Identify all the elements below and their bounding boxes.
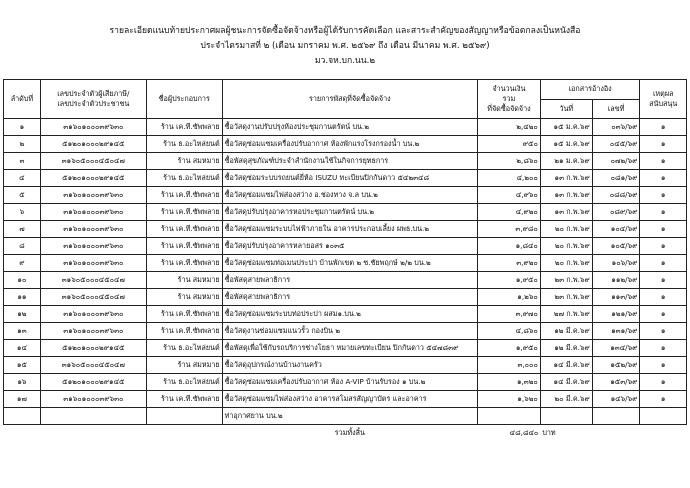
row-vendor: ร้าน เค.ที.ซัพพลาย <box>146 221 222 238</box>
extra-item-cell: ท่าอุกาศยาน บน.๒ <box>222 408 477 425</box>
row-item: ซื้อวัสดุอุปกรณ์งานบ้านงานครัว <box>222 357 477 374</box>
row-vendor: ร้าน เค.ที.ซัพพลาย <box>146 306 222 323</box>
row-reason: ๑ <box>640 323 687 340</box>
row-seq: ๑๒ <box>4 306 41 323</box>
row-date: ๒๓ ก.พ.๖๙ <box>540 289 592 306</box>
total-amount: ๔๘,๘๔๐ <box>509 427 539 437</box>
table-row <box>4 306 687 323</box>
row-number: ๑๓๔/๖๙ <box>592 340 640 357</box>
row-taxid: ๓๑๖๐๑๐๐๐๓๙๖๓๐ <box>40 238 146 255</box>
row-reason: ๑ <box>640 238 687 255</box>
row-reason: ๑ <box>640 357 687 374</box>
row-date: ๑๓ ก.พ.๖๙ <box>540 187 592 204</box>
document-title-line2: ประจำไตรมาสที่ ๒ (เดือน มกราคม พ.ศ. ๒๕๖๙ ถึง เดือน มีนาคม พ.ศ. ๒๕๖๙) <box>200 41 490 51</box>
row-amount: ๒,๘๖๐ <box>478 153 541 170</box>
row-date: ๑๕ ม.ค.๖๙ <box>540 136 592 153</box>
row-item: ซื้อวัสดุงานซ่อมแซมแนวรั้ว กองบิน ๒ <box>222 323 477 340</box>
row-item: ซื้อวัสดุซ่อมแซมเครื่องปรับอากาศ ห้องพักแรงโรงกรองน้ำ บน.๒ <box>222 136 477 153</box>
table-row <box>4 357 687 374</box>
row-vendor: ร้าน สมหมาย <box>146 357 222 374</box>
row-number: ๐๘๙/๖๙ <box>592 204 640 221</box>
row-reason: ๑ <box>640 221 687 238</box>
col-header-item: รายการพัสดุที่จัดซื้อจัดจ้าง <box>222 80 477 119</box>
row-taxid: ๓๑๖๐๑๐๐๐๓๙๖๓๐ <box>40 119 146 136</box>
row-date: ๑๒ มี.ค.๖๙ <box>540 340 592 357</box>
row-seq: ๑๕ <box>4 357 41 374</box>
row-date: ๑๒ มี.ค.๖๙ <box>540 323 592 340</box>
row-date: ๑๓ ก.พ.๖๙ <box>540 204 592 221</box>
row-vendor: ร้าน ธ.อะไหล่ยนต์ <box>146 340 222 357</box>
row-seq: ๑๖ <box>4 374 41 391</box>
table-row <box>4 408 687 425</box>
row-taxid: ๓๑๖๐๑๐๐๐๓๙๖๓๐ <box>40 391 146 408</box>
row-amount: ๑,๙๕๐ <box>478 272 541 289</box>
row-vendor: ร้าน สมหมาย <box>146 272 222 289</box>
row-date: ๒๑ ม.ค.๖๙ <box>540 153 592 170</box>
row-amount: ๓,๙๘๐ <box>478 221 541 238</box>
row-item: ซื้อวัสดุซ่อมแซมระบบไฟฟ้าภายใน อาคารประกอบเลี้ยง ผพธ.บน.๒ <box>222 221 477 238</box>
row-reason: ๑ <box>640 289 687 306</box>
table-row <box>4 136 687 153</box>
row-date: ๒๐ มี.ค.๖๙ <box>540 391 592 408</box>
row-date: ๒๐ ก.พ.๖๙ <box>540 238 592 255</box>
row-reason: ๑ <box>640 272 687 289</box>
row-seq: ๑๐ <box>4 272 41 289</box>
row-amount: ๑,๓๒๐ <box>478 374 541 391</box>
row-date: ๑๓ ก.พ.๖๙ <box>540 170 592 187</box>
row-number: ๑๐๔/๖๙ <box>592 221 640 238</box>
row-seq: ๑๗ <box>4 391 41 408</box>
row-taxid: ๓๑๖๐๑๐๐๐๓๙๖๓๐ <box>40 306 146 323</box>
row-reason: ๑ <box>640 204 687 221</box>
row-seq: ๗ <box>4 221 41 238</box>
row-vendor: ร้าน ธ.อะไหล่ยนต์ <box>146 170 222 187</box>
row-item: ซื้อวัสดุงานปรับปรุงห้องประชุมกานตรัตน์ บน.๒ <box>222 119 477 136</box>
row-vendor: ร้าน ธ.อะไหล่ยนต์ <box>146 374 222 391</box>
row-amount: ๑,๒๖๐ <box>478 289 541 306</box>
row-date: ๒๐ ก.พ.๖๙ <box>540 221 592 238</box>
table-row <box>4 119 687 136</box>
row-item: ซื้อพัสดุสายพลาธิการ <box>222 272 477 289</box>
row-number: ๑๐๕/๖๙ <box>592 238 640 255</box>
row-taxid: ๓๑๖๐๑๐๐๐๓๙๖๓๐ <box>40 323 146 340</box>
row-item: ซื้อวัสดุซ่อมระบบรถยนต์ยี่ห้อ ISUZU ทะเบียนปิกกันดาว ๕๔๒๓๔๘ <box>222 170 477 187</box>
row-seq: ๖ <box>4 204 41 221</box>
table-row <box>4 374 687 391</box>
table-row <box>4 221 687 238</box>
row-taxid: ๓๑๖๐๕๐๐๐๔๕๐๔๗ <box>40 153 146 170</box>
col-header-seq: ลำดับที่ <box>4 80 41 119</box>
row-taxid: ๓๑๖๐๑๐๐๐๓๙๖๓๐ <box>40 221 146 238</box>
row-amount: ๔,๘๖๐ <box>478 323 541 340</box>
row-vendor: ร้าน เค.ที.ซัพพลาย <box>146 204 222 221</box>
col-header-amount: จำนวนเงิน รวม ที่จัดซื้อจัดจ้าง <box>478 80 541 119</box>
row-date: ๒๐ ก.พ.๖๙ <box>540 255 592 272</box>
row-seq: ๕ <box>4 187 41 204</box>
row-item: ซื้อพัสดุสายพลาธิการ <box>222 289 477 306</box>
row-amount: ๔,๒๐๐ <box>478 170 541 187</box>
row-number: ๐๓๖/๖๙ <box>592 119 640 136</box>
row-seq: ๑ <box>4 119 41 136</box>
row-taxid: ๕๑๒๐๑๐๐๐๒๙๑๔๕ <box>40 170 146 187</box>
row-number: ๑๓๑/๖๙ <box>592 323 640 340</box>
row-vendor: ร้าน เค.ที.ซัพพลาย <box>146 323 222 340</box>
row-seq: ๒ <box>4 136 41 153</box>
row-taxid: ๓๑๖๐๑๐๐๐๓๙๖๓๐ <box>40 187 146 204</box>
row-amount: ๒,๔๒๐ <box>478 119 541 136</box>
col-header-taxid: เลขประจำตัวผู้เสียภาษี/ เลขประจำตัวประชาชน <box>40 80 146 119</box>
row-vendor: ร้าน ธ.อะไหล่ยนต์ <box>146 136 222 153</box>
row-taxid: ๓๑๖๐๕๐๐๐๔๕๐๔๗ <box>40 272 146 289</box>
row-seq: ๑๓ <box>4 323 41 340</box>
row-taxid: ๕๑๒๐๑๐๐๐๒๙๑๔๕ <box>40 340 146 357</box>
table-row <box>4 187 687 204</box>
row-date: ๑๔ มี.ค.๖๙ <box>540 374 592 391</box>
row-number: ๑๑๓/๖๙ <box>592 289 640 306</box>
row-seq: ๔ <box>4 170 41 187</box>
row-amount: ๔,๙๒๐ <box>478 204 541 221</box>
row-amount: ๔,๙๖๐ <box>478 187 541 204</box>
row-reason: ๑ <box>640 187 687 204</box>
table-row <box>4 238 687 255</box>
row-item: ซื้อวัสดุปรับปรุงอาคารหอประชุมกานตรัตน์ บน.๒ <box>222 204 477 221</box>
row-item: ซื้อวัสดุซ่อมแซมเครื่องปรับอากาศ ห้อง A-VIP บ้านรับรอง ๑ บน.๒ <box>222 374 477 391</box>
row-number: ๐๔๕/๖๙ <box>592 136 640 153</box>
row-vendor: ร้าน เค.ที.ซัพพลาย <box>146 255 222 272</box>
table-row <box>4 391 687 408</box>
table-row <box>4 289 687 306</box>
col-header-vendor: ชื่อผู้ประกอบการ <box>146 80 222 119</box>
row-date: ๑๕ ม.ค.๖๙ <box>540 119 592 136</box>
total-label: รวมทั้งสิ้น <box>334 427 365 437</box>
row-taxid: ๓๑๖๐๕๐๐๐๔๕๐๔๗ <box>40 289 146 306</box>
table-row <box>4 340 687 357</box>
table-row <box>4 272 687 289</box>
row-taxid: ๓๑๖๐๕๐๐๐๔๕๐๔๗ <box>40 357 146 374</box>
row-number: ๑๒๑/๖๙ <box>592 306 640 323</box>
row-date: ๒๓ ก.พ.๖๙ <box>540 272 592 289</box>
row-number: ๐๘๘/๖๙ <box>592 187 640 204</box>
row-item: ซื้อวัสดุซ่อมแซมไฟส่องสว่าง อาคารสโมสรสัญญาบัตร และอาคาร <box>222 391 477 408</box>
table-row <box>4 204 687 221</box>
row-amount: ๑,๙๕๐ <box>478 340 541 357</box>
row-item: ซื้อพัสดุเพื่อใช้กับรถบริการช่างโยธา หมายเลขทะเบียน ปิกกันดาว ๕๔๗๘๓๙ <box>222 340 477 357</box>
row-date: ๒๗ ก.พ.๖๙ <box>540 306 592 323</box>
row-number: ๐๘๑/๖๙ <box>592 170 640 187</box>
row-amount: ๑,๘๔๐ <box>478 238 541 255</box>
row-taxid: ๓๑๖๐๑๐๐๐๓๙๖๓๐ <box>40 204 146 221</box>
row-reason: ๑ <box>640 136 687 153</box>
row-item: ซื้อวัสดุซ่อมแซมท่อเมนประปา บ้านพักเขต ๒ ซ.ชัยพฤกษ์ ๒/๒ บน.๒ <box>222 255 477 272</box>
row-seq: ๑๑ <box>4 289 41 306</box>
total-row <box>4 425 687 442</box>
col-header-number: เลขที่ <box>592 99 640 119</box>
row-taxid: ๓๑๖๐๑๐๐๐๓๙๖๓๐ <box>40 255 146 272</box>
row-number: ๑๐๖/๖๙ <box>592 255 640 272</box>
row-vendor: ร้าน เค.ที.ซัพพลาย <box>146 119 222 136</box>
row-reason: ๑ <box>640 170 687 187</box>
row-vendor: ร้าน สมหมาย <box>146 153 222 170</box>
table-body <box>4 119 687 442</box>
row-seq: ๑๔ <box>4 340 41 357</box>
row-item: ซื้อพัสดุสุขภัณฑ์ประจำสำนักงานใช้ในกิจการยุทธการ <box>222 153 477 170</box>
row-vendor: ร้าน เค.ที.ซัพพลาย <box>146 238 222 255</box>
row-item: ซื้อวัสดุซ่อมแซมระบบท่อประปา ผสม๑.บน.๒ <box>222 306 477 323</box>
row-amount: ๑,๖๒๐ <box>478 391 541 408</box>
row-reason: ๑ <box>640 255 687 272</box>
table-row <box>4 255 687 272</box>
table-row <box>4 323 687 340</box>
row-seq: ๙ <box>4 255 41 272</box>
total-unit: บาท <box>542 427 556 437</box>
table-row <box>4 153 687 170</box>
row-reason: ๑ <box>640 153 687 170</box>
row-amount: ๓,๙๒๐ <box>478 255 541 272</box>
row-item: ซื้อวัสดุซ่อมแซมไฟส่องสว่าง อ.ช่องทาง จ.ล บน.๒ <box>222 187 477 204</box>
row-number: ๑๔๖/๖๙ <box>592 391 640 408</box>
document-title-line1: รายละเอียดแนบท้ายประกาศผลผู้ชนะการจัดซื้อจัดจ้างหรือผู้ได้รับการคัดเลือก และสาระสำคัญของสัญญาหรือข้อตกลงเป็นหนังสือ <box>109 26 581 36</box>
document-title-line3: มว.จห.บก.นน.๒ <box>314 56 376 66</box>
row-amount: ๓,๐๐๐ <box>478 357 541 374</box>
row-vendor: ร้าน เค.ที.ซัพพลาย <box>146 391 222 408</box>
row-vendor: ร้าน เค.ที.ซัพพลาย <box>146 187 222 204</box>
row-vendor: ร้าน สมหมาย <box>146 289 222 306</box>
row-taxid: ๕๑๒๐๑๐๐๐๒๙๑๔๕ <box>40 374 146 391</box>
table-row <box>4 170 687 187</box>
row-reason: ๑ <box>640 391 687 408</box>
row-reason: ๑ <box>640 119 687 136</box>
col-header-reason: เหตุผล สนับสนุน <box>640 80 687 119</box>
procurement-table <box>3 79 687 441</box>
row-item: ซื้อวัสดุปรับปรุงอาคารหลายอสร ๑๐๓๕ <box>222 238 477 255</box>
row-reason: ๑ <box>640 340 687 357</box>
row-amount: ๓,๙๗๐ <box>478 306 541 323</box>
col-header-date: วันที่ <box>540 99 592 119</box>
row-reason: ๑ <box>640 306 687 323</box>
row-seq: ๓ <box>4 153 41 170</box>
row-date: ๑๔ มี.ค.๖๙ <box>540 357 592 374</box>
row-number: ๑๕๒/๖๙ <box>592 357 640 374</box>
row-number: ๑๑๒/๖๙ <box>592 272 640 289</box>
row-amount: ๙๕๐ <box>478 136 541 153</box>
row-reason: ๑ <box>640 374 687 391</box>
row-taxid: ๕๑๒๐๑๐๐๐๒๙๑๔๕ <box>40 136 146 153</box>
row-seq: ๘ <box>4 238 41 255</box>
row-number: ๐๗๒/๖๙ <box>592 153 640 170</box>
row-number: ๑๕๓/๖๙ <box>592 374 640 391</box>
col-header-reference: เอกสารอ้างอิง <box>540 80 640 100</box>
